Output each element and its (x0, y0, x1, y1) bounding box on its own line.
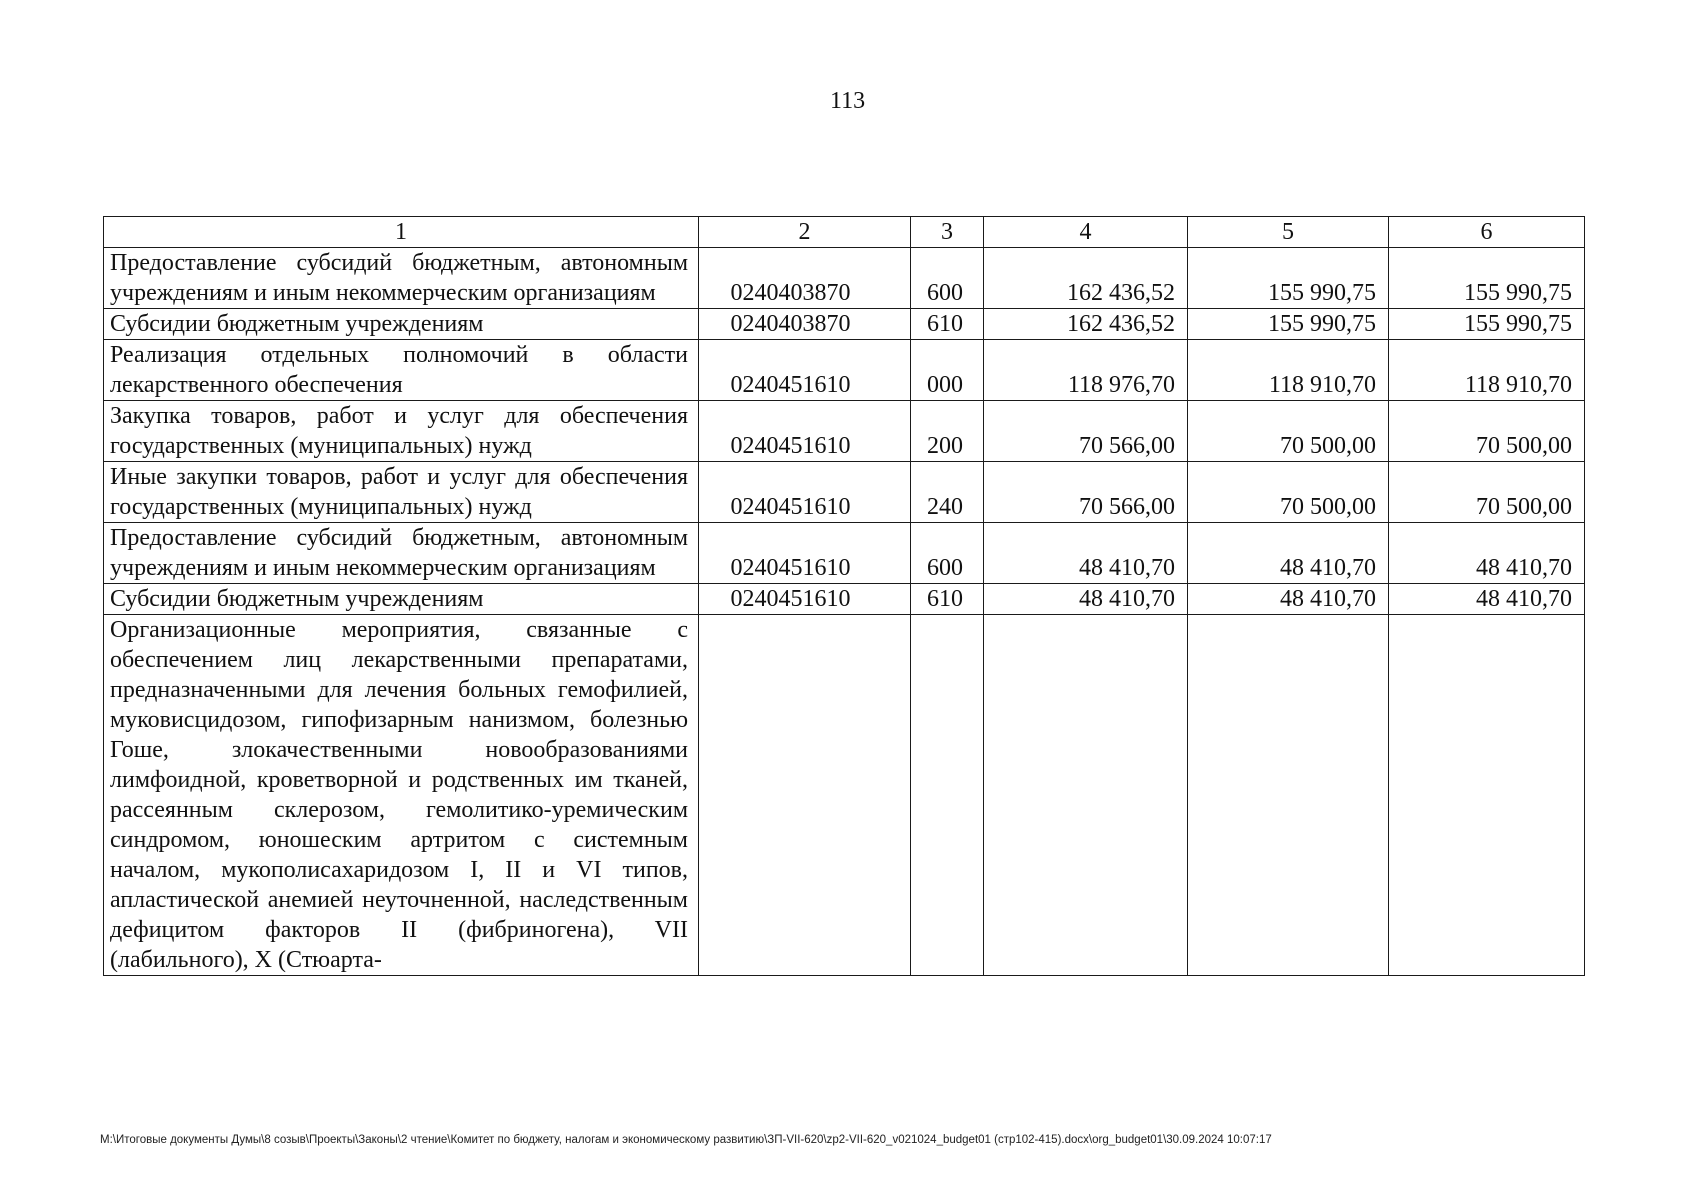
row-amount-col6: 48 410,70 (1389, 584, 1585, 615)
row-amount-col4: 70 566,00 (984, 401, 1188, 462)
row-target-code: 0240451610 (699, 523, 911, 584)
row-amount-col5: 70 500,00 (1188, 401, 1389, 462)
row-description: Субсидии бюджетным учреждениям (104, 309, 699, 340)
row-target-code: 0240451610 (699, 462, 911, 523)
row-amount-col6: 118 910,70 (1389, 340, 1585, 401)
row-target-code: 0240403870 (699, 309, 911, 340)
row-expense-type: 600 (911, 248, 984, 309)
row-expense-type: 000 (911, 340, 984, 401)
row-amount-col4: 48 410,70 (984, 523, 1188, 584)
row-expense-type: 240 (911, 462, 984, 523)
budget-table (103, 216, 1585, 976)
row-target-code (699, 615, 911, 976)
row-amount-col4: 118 976,70 (984, 340, 1188, 401)
row-amount-col6: 48 410,70 (1389, 523, 1585, 584)
row-expense-type (911, 615, 984, 976)
row-amount-col5: 48 410,70 (1188, 523, 1389, 584)
column-header: 6 (1389, 217, 1585, 248)
row-target-code: 0240403870 (699, 248, 911, 309)
column-header: 3 (911, 217, 984, 248)
row-amount-col6: 155 990,75 (1389, 248, 1585, 309)
column-header: 2 (699, 217, 911, 248)
row-amount-col5: 48 410,70 (1188, 584, 1389, 615)
table-row (104, 523, 1585, 584)
column-header: 1 (104, 217, 699, 248)
row-description: Предоставление субсидий бюджетным, автономным учреждениям и иным некоммерческим организациям (104, 523, 699, 584)
row-amount-col4: 162 436,52 (984, 248, 1188, 309)
table-row (104, 401, 1585, 462)
row-expense-type: 600 (911, 523, 984, 584)
row-amount-col5 (1188, 615, 1389, 976)
page-number: 113 (830, 88, 866, 114)
row-expense-type: 610 (911, 584, 984, 615)
row-amount-col6 (1389, 615, 1585, 976)
row-description: Закупка товаров, работ и услуг для обеспечения государственных (муниципальных) нужд (104, 401, 699, 462)
row-amount-col5: 70 500,00 (1188, 462, 1389, 523)
row-description: Иные закупки товаров, работ и услуг для обеспечения государственных (муниципальных) нужд (104, 462, 699, 523)
row-amount-col6: 70 500,00 (1389, 462, 1585, 523)
table-row (104, 615, 1585, 976)
column-header: 5 (1188, 217, 1389, 248)
table-row (104, 462, 1585, 523)
row-expense-type: 200 (911, 401, 984, 462)
table-row (104, 248, 1585, 309)
row-expense-type: 610 (911, 309, 984, 340)
row-description: Организационные мероприятия, связанные с обеспечением лиц лекарственными препаратами, предназначенными для лечения больных гемофилией, муковисцидозом, гипофизарным нанизмом, болезнью Гоше, злокачественными новообразованиями лимфоидной, кроветворной и родственных им тканей, рассеянным склерозом, гемолитико-уремическим синдромом, юношеским артритом с системным началом, мукополисахаридозом I, II и VI типов, апластической анемией неуточненной, наследственным дефицитом факторов II (фибриногена), VII (лабильного), X (Стюарта- (104, 615, 699, 976)
row-amount-col5: 155 990,75 (1188, 309, 1389, 340)
row-amount-col6: 70 500,00 (1389, 401, 1585, 462)
row-amount-col4 (984, 615, 1188, 976)
table-row (104, 309, 1585, 340)
row-description: Реализация отдельных полномочий в области лекарственного обеспечения (104, 340, 699, 401)
row-amount-col5: 118 910,70 (1188, 340, 1389, 401)
table-header-row (104, 217, 1585, 248)
row-target-code: 0240451610 (699, 340, 911, 401)
row-target-code: 0240451610 (699, 401, 911, 462)
row-description: Субсидии бюджетным учреждениям (104, 584, 699, 615)
row-amount-col4: 162 436,52 (984, 309, 1188, 340)
row-target-code: 0240451610 (699, 584, 911, 615)
row-description: Предоставление субсидий бюджетным, автономным учреждениям и иным некоммерческим организациям (104, 248, 699, 309)
row-amount-col4: 48 410,70 (984, 584, 1188, 615)
table-row (104, 340, 1585, 401)
row-amount-col6: 155 990,75 (1389, 309, 1585, 340)
file-path-footer: M:\Итоговые документы Думы\8 созыв\Проекты\Законы\2 чтение\Комитет по бюджету, налогам и экономическому развитию\ЗП-VII-620\zp2-VII-620_v021024_budget01 (стр102-415).docx\org_budget01\30.09.2024 10:07:17 (100, 1134, 1272, 1146)
table-row (104, 584, 1585, 615)
column-header: 4 (984, 217, 1188, 248)
row-amount-col5: 155 990,75 (1188, 248, 1389, 309)
row-amount-col4: 70 566,00 (984, 462, 1188, 523)
